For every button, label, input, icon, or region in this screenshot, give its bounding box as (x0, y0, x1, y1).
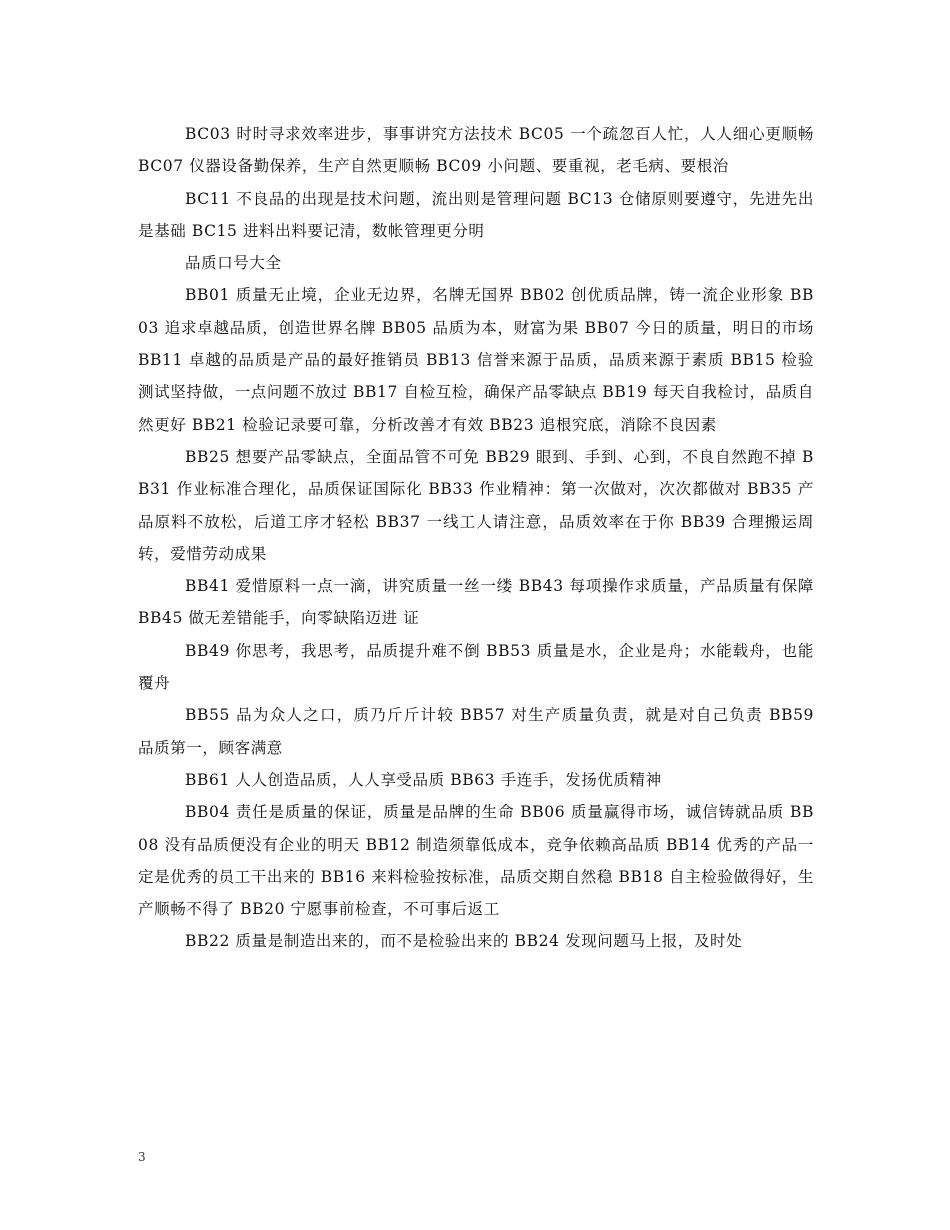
section-heading: 品质口号大全 (185, 254, 282, 273)
paragraph-4: BB25 想要产品零缺点，全面品管不可免 BB29 眼到、手到、心到，不良自然跑不掉 BB31 作业标准合理化，品质保证国际化 BB33 作业精神：第一次做对，次次都做对 BB35 产品原料不放松，后道工序才轻松 BB37 一线工人请注意，品质效率在于你 BB39 合理搬运周转，爱惜劳动成果 (138, 447, 814, 563)
paragraph-8: BB61 人人创造品质，人人享受品质 BB63 手连手，发扬优质精神 (185, 770, 662, 789)
paragraph-2: BC11 不良品的出现是技术问题，流出则是管理问题 BC13 仓储原则要遵守，先进先出是基础 BC15 进料出料要记清，数帐管理更分明 (138, 189, 814, 240)
paragraph-7: BB55 品为众人之口，质乃斤斤计较 BB57 对生产质量负责，就是对自己负责 BB59 品质第一，顾客满意 (138, 706, 814, 757)
document-body (138, 118, 814, 958)
paragraph-10: BB22 质量是制造出来的，而不是检验出来的 BB24 发现问题马上报，及时处 (185, 932, 743, 951)
page-number: 3 (138, 1150, 146, 1164)
paragraph-1: BC03 时时寻求效率进步，事事讲究方法技术 BC05 一个疏忽百人忙，人人细心更顺畅 BC07 仪器设备勤保养，生产自然更顺畅 BC09 小问题、要重视，老毛病、要根治 (138, 125, 814, 176)
paragraph-3: BB01 质量无止境，企业无边界，名牌无国界 BB02 创优质品牌，铸一流企业形象 BB03 追求卓越品质，创造世界名牌 BB05 品质为本，财富为果 BB07 今日的质量，明日的市场 BB11 卓越的品质是产品的最好推销员 BB13 信誉来源于品质，品质来源于素质 BB15 检验测试坚持做，一点问题不放过 BB17 自检互检，确保产品零缺点 BB19 每天自我检讨，品质自然更好 BB21 检验记录要可靠，分析改善才有效 BB23 追根究底，消除不良因素 (138, 286, 814, 434)
paragraph-6: BB49 你思考，我思考，品质提升难不倒 BB53 质量是水，企业是舟；水能载舟，也能覆舟 (138, 641, 814, 693)
paragraph-9: BB04 责任是质量的保证，质量是品牌的生命 BB06 质量赢得市场，诚信铸就品质 BB08 没有品质便没有企业的明天 BB12 制造须靠低成本，竞争依赖高品质 BB14 优秀的产品一定是优秀的员工干出来的 BB16 来料检验按标准，品质交期自然稳 BB18 自主检验做得好，生产顺畅不得了 BB20 宁愿事前检查，不可事后返工 (138, 803, 814, 919)
paragraph-5: BB41 爱惜原料一点一滴，讲究质量一丝一缕 BB43 每项操作求质量，产品质量有保障 BB45 做无差错能手，向零缺陷迈进 证 (138, 577, 814, 628)
